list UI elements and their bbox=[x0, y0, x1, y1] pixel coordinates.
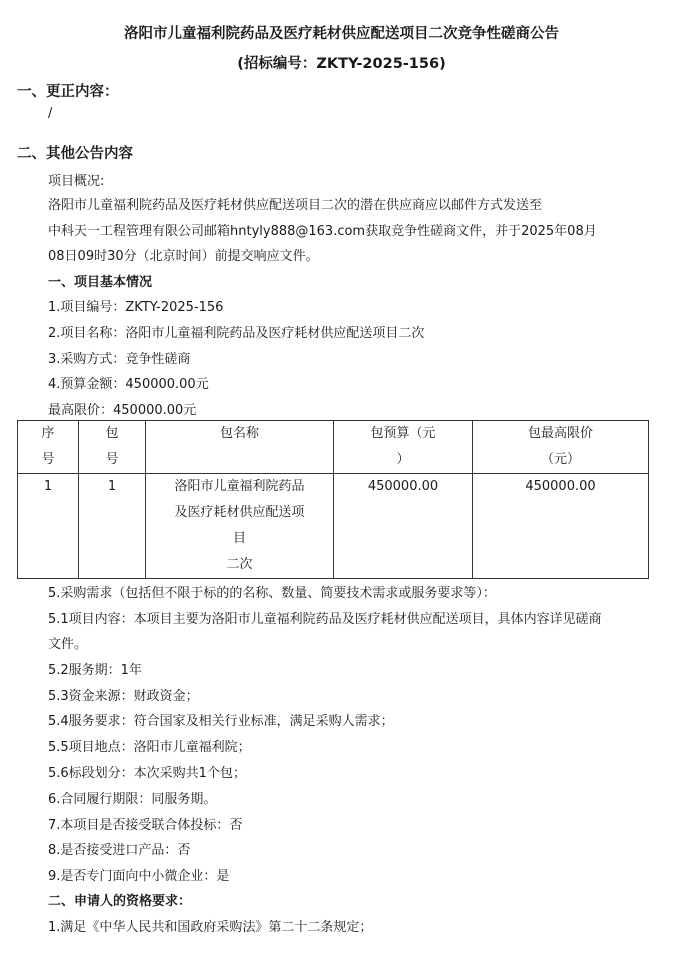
header-package-name: 包名称 bbox=[146, 421, 334, 474]
requirement-item: 5.2服务期：1年 bbox=[48, 663, 142, 678]
section-other-heading: 二、其他公告内容 bbox=[17, 146, 133, 162]
project-name: 2.项目名称：洛阳市儿童福利院药品及医疗耗材供应配送项目二次 bbox=[48, 326, 425, 341]
cell-package-budget: 450000.00 bbox=[334, 474, 473, 579]
overview-label: 项目概况: bbox=[48, 174, 105, 189]
requirement-item: 6.合同履行期限：同服务期。 bbox=[48, 792, 217, 807]
cell-max-price: 450000.00 bbox=[473, 474, 649, 579]
requirement-item: 5.4服务要求：符合国家及相关行业标准，满足采购人需求； bbox=[48, 714, 394, 729]
requirement-item: 5.3资金来源：财政资金； bbox=[48, 689, 199, 704]
overview-line: 洛阳市儿童福利院药品及医疗耗材供应配送项目二次的潜在供应商应以邮件方式发送至 bbox=[48, 198, 543, 213]
requirement-item: 8.是否接受进口产品：否 bbox=[48, 843, 191, 858]
cell-package-no: 1 bbox=[79, 474, 146, 579]
notice-title: 洛阳市儿童福利院药品及医疗耗材供应配送项目二次竞争性磋商公告 bbox=[124, 26, 559, 42]
table-row bbox=[18, 474, 649, 579]
package-table bbox=[17, 420, 649, 579]
basic-info-heading: 一、项目基本情况 bbox=[48, 275, 153, 290]
max-price: 最高限价：450000.00元 bbox=[48, 403, 197, 418]
requirement-item: 5.1项目内容：本项目主要为洛阳市儿童福利院药品及医疗耗材供应配送项目，具体内容详见磋商 bbox=[48, 612, 602, 627]
section-correction-heading: 一、更正内容： bbox=[17, 84, 119, 100]
header-package-budget: 包预算（元 ） bbox=[334, 421, 473, 474]
overview-line: 中科天一工程管理有限公司邮箱hntyly888@163.com获取竞争性磋商文件，并于2025年08月 bbox=[48, 224, 597, 239]
correction-content: / bbox=[48, 106, 53, 121]
budget-amount: 4.预算金额：450000.00元 bbox=[48, 377, 209, 392]
header-max-price: 包最高限价 （元） bbox=[473, 421, 649, 474]
cell-seq: 1 bbox=[18, 474, 79, 579]
requirement-item: 5.6标段划分：本次采购共1个包； bbox=[48, 766, 246, 781]
header-seq: 序 号 bbox=[18, 421, 79, 474]
requirement-item: 9.是否专门面向中小微企业：是 bbox=[48, 869, 230, 884]
qualification-item: 1.满足《中华人民共和国政府采购法》第二十二条规定； bbox=[48, 920, 373, 935]
qualification-heading: 二、申请人的资格要求： bbox=[48, 894, 192, 909]
project-number: 1.项目编号：ZKTY-2025-156 bbox=[48, 300, 224, 315]
requirement-item: 7.本项目是否接受联合体投标：否 bbox=[48, 818, 243, 833]
requirement-item: 文件。 bbox=[48, 637, 88, 652]
procurement-method: 3.采购方式：竞争性磋商 bbox=[48, 352, 191, 367]
header-package-no: 包 号 bbox=[79, 421, 146, 474]
requirement-item: 5.5项目地点：洛阳市儿童福利院； bbox=[48, 740, 251, 755]
cell-package-name: 洛阳市儿童福利院药品 及医疗耗材供应配送项 目 二次 bbox=[146, 474, 334, 579]
tender-number: (招标编号：ZKTY-2025-156) bbox=[237, 56, 446, 72]
table-header-row bbox=[18, 421, 649, 474]
overview-line: 08日09时30分（北京时间）前提交响应文件。 bbox=[48, 249, 319, 264]
requirement-item: 5.采购需求（包括但不限于标的的名称、数量、简要技术需求或服务要求等）： bbox=[48, 586, 496, 601]
